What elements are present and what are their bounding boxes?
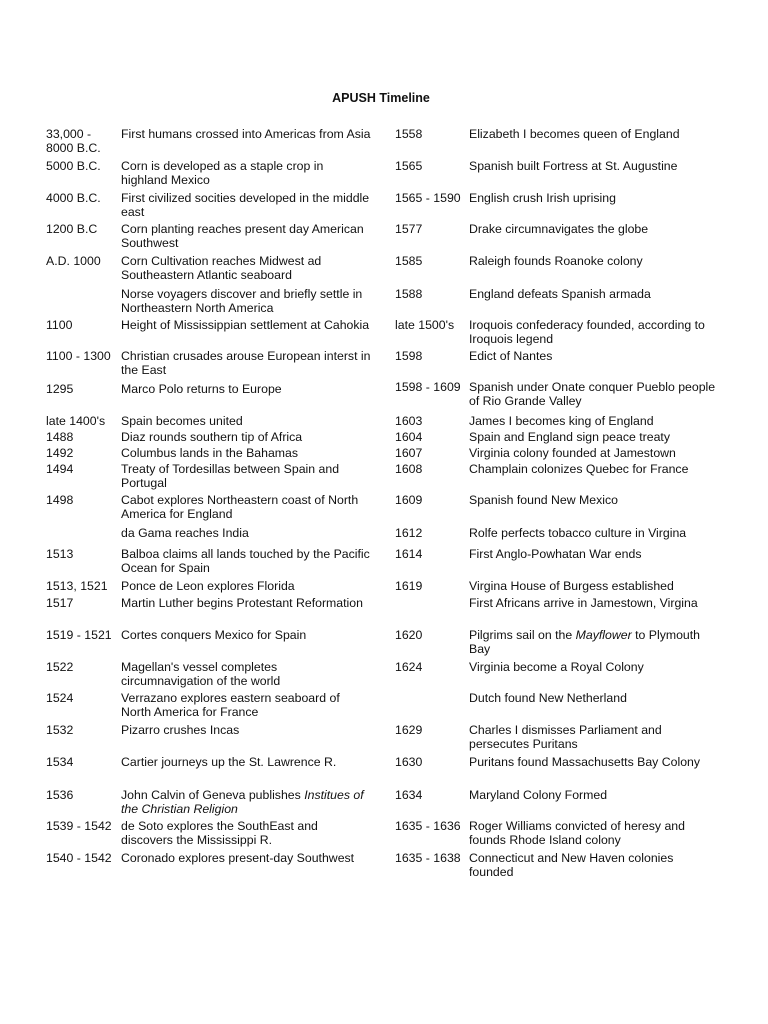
entry-date: 1634 bbox=[395, 788, 423, 802]
entry-event: First Anglo-Powhatan War ends bbox=[469, 547, 642, 561]
entry-event: Elizabeth I becomes queen of England bbox=[469, 127, 680, 141]
entry-date: 1619 bbox=[395, 579, 423, 593]
entry-date: A.D. 1000 bbox=[46, 254, 101, 268]
entry-event: Spain and England sign peace treaty bbox=[469, 430, 670, 444]
entry-date: 1100 - 1300 bbox=[46, 349, 111, 363]
entry-date: 1488 bbox=[46, 430, 74, 444]
entry-date: 1620 bbox=[395, 628, 423, 642]
entry-event: Spanish built Fortress at St. Augustine bbox=[469, 159, 678, 173]
entry-event: England defeats Spanish armada bbox=[469, 287, 651, 301]
entry-date: 1532 bbox=[46, 723, 74, 737]
entry-date: late 1400's bbox=[46, 414, 106, 428]
entry-event: Raleigh founds Roanoke colony bbox=[469, 254, 643, 268]
entry-event: Connecticut and New Haven colonies founded bbox=[469, 851, 674, 879]
entry-date: 1630 bbox=[395, 755, 423, 769]
entry-date: 1200 B.C bbox=[46, 222, 98, 236]
entry-date: 1540 - 1542 bbox=[46, 851, 112, 865]
entry-date: 1494 bbox=[46, 462, 74, 476]
entry-event: John Calvin of Geneva publishes Institues of the Christian Religion bbox=[121, 788, 364, 816]
entry-event: Virginia colony founded at Jamestown bbox=[469, 446, 676, 460]
entry-event: First humans crossed into Americas from Asia bbox=[121, 127, 371, 141]
entry-event: Corn is developed as a staple crop in highland Mexico bbox=[121, 159, 324, 187]
entry-date: 1519 - 1521 bbox=[46, 628, 112, 642]
entry-event: Spain becomes united bbox=[121, 414, 243, 428]
entry-event: Virginia become a Royal Colony bbox=[469, 660, 644, 674]
entry-date: 1635 - 1636 bbox=[395, 819, 461, 833]
entry-event: Edict of Nantes bbox=[469, 349, 553, 363]
entry-date: 1565 - 1590 bbox=[395, 191, 461, 205]
entry-event: Cortes conquers Mexico for Spain bbox=[121, 628, 307, 642]
entry-date: 1577 bbox=[395, 222, 423, 236]
italic-title: Institues of the Christian Religion bbox=[121, 788, 364, 816]
entry-date: 5000 B.C. bbox=[46, 159, 101, 173]
entry-date: 1624 bbox=[395, 660, 423, 674]
entry-date: 1539 - 1542 bbox=[46, 819, 112, 833]
entry-date: 1522 bbox=[46, 660, 74, 674]
entry-event: Height of Mississippian settlement at Cahokia bbox=[121, 318, 370, 332]
entry-event: Rolfe perfects tobacco culture in Virgina bbox=[469, 526, 687, 540]
entry-event: da Gama reaches India bbox=[121, 526, 249, 540]
entry-event: Virgina House of Burgess established bbox=[469, 579, 674, 593]
entry-date: 4000 B.C. bbox=[46, 191, 101, 205]
entry-event: Charles I dismisses Parliament and persecutes Puritans bbox=[469, 723, 662, 751]
italic-title: Mayflower bbox=[575, 628, 632, 642]
entry-event: Balboa claims all lands touched by the Pacific Ocean for Spain bbox=[121, 547, 370, 575]
entry-event: Treaty of Tordesillas between Spain and Portugal bbox=[121, 462, 340, 490]
entry-event: Marco Polo returns to Europe bbox=[121, 382, 282, 396]
entry-event: Maryland Colony Formed bbox=[469, 788, 608, 802]
entry-event: Christian crusades arouse European interst in the East bbox=[121, 349, 371, 377]
entry-date: 1588 bbox=[395, 287, 423, 301]
entry-date: 1614 bbox=[395, 547, 423, 561]
entry-event: Champlain colonizes Quebec for France bbox=[469, 462, 689, 476]
entry-event: James I becomes king of England bbox=[469, 414, 654, 428]
entry-date: 1608 bbox=[395, 462, 423, 476]
entry-date: late 1500's bbox=[395, 318, 455, 332]
entry-event: Pilgrims sail on the Mayflower to Plymouth Bay bbox=[469, 628, 701, 656]
entry-event: Roger Williams convicted of heresy and founds Rhode Island colony bbox=[469, 819, 685, 847]
entry-date: 1629 bbox=[395, 723, 423, 737]
entry-event: Coronado explores present-day Southwest bbox=[121, 851, 355, 865]
entry-event: Corn planting reaches present day American Southwest bbox=[121, 222, 364, 250]
entry-event: Columbus lands in the Bahamas bbox=[121, 446, 299, 460]
entry-date: 1517 bbox=[46, 596, 74, 610]
entry-date: 1534 bbox=[46, 755, 74, 769]
entry-date: 1295 bbox=[46, 382, 74, 396]
entry-event: Magellan's vessel completes circumnavigation of the world bbox=[121, 660, 281, 688]
entry-event: Drake circumnavigates the globe bbox=[469, 222, 649, 236]
entry-date: 1100 bbox=[46, 318, 73, 332]
entry-event: Spanish under Onate conquer Pueblo people of Rio Grande Valley bbox=[469, 380, 716, 408]
entry-event: First Africans arrive in Jamestown, Virgina bbox=[469, 596, 698, 610]
entry-date: 1604 bbox=[395, 430, 423, 444]
entry-date: 1598 - 1609 bbox=[395, 380, 461, 394]
page-title: APUSH Timeline bbox=[332, 91, 430, 105]
entry-event: Ponce de Leon explores Florida bbox=[121, 579, 295, 593]
entry-date: 1565 bbox=[395, 159, 423, 173]
entry-date: 1513 bbox=[46, 547, 74, 561]
entry-date: 1607 bbox=[395, 446, 423, 460]
entry-event: Norse voyagers discover and briefly settle in Northeastern North America bbox=[121, 287, 363, 315]
entry-event: Iroquois confederacy founded, according to Iroquois legend bbox=[469, 318, 705, 346]
entry-date: 33,000 - 8000 B.C. bbox=[46, 127, 101, 155]
entry-event: Martin Luther begins Protestant Reformation bbox=[121, 596, 363, 610]
entry-event: Dutch found New Netherland bbox=[469, 691, 627, 705]
entry-event: Diaz rounds southern tip of Africa bbox=[121, 430, 303, 444]
entry-event: Cabot explores Northeastern coast of North America for England bbox=[121, 493, 359, 521]
entry-event: English crush Irish uprising bbox=[469, 191, 616, 205]
entry-date: 1513, 1521 bbox=[46, 579, 108, 593]
entry-event: Pizarro crushes Incas bbox=[121, 723, 240, 737]
entry-event: Cartier journeys up the St. Lawrence R. bbox=[121, 755, 337, 769]
entry-date: 1558 bbox=[395, 127, 423, 141]
entry-date: 1536 bbox=[46, 788, 74, 802]
entry-event: Spanish found New Mexico bbox=[469, 493, 619, 507]
entry-event: Puritans found Massachusetts Bay Colony bbox=[469, 755, 701, 769]
entry-event: Verrazano explores eastern seaboard of North America for France bbox=[121, 691, 340, 719]
entry-date: 1585 bbox=[395, 254, 423, 268]
entry-date: 1524 bbox=[46, 691, 74, 705]
entry-date: 1612 bbox=[395, 526, 423, 540]
entry-date: 1635 - 1638 bbox=[395, 851, 461, 865]
entry-date: 1609 bbox=[395, 493, 423, 507]
entry-date: 1492 bbox=[46, 446, 74, 460]
entry-date: 1598 bbox=[395, 349, 423, 363]
entry-event: First civilized socities developed in the middle east bbox=[121, 191, 370, 219]
entry-date: 1603 bbox=[395, 414, 423, 428]
entry-date: 1498 bbox=[46, 493, 74, 507]
entry-event: de Soto explores the SouthEast and discovers the Mississippi R. bbox=[121, 819, 318, 847]
entry-event: Corn Cultivation reaches Midwest ad Southeastern Atlantic seaboard bbox=[121, 254, 322, 282]
